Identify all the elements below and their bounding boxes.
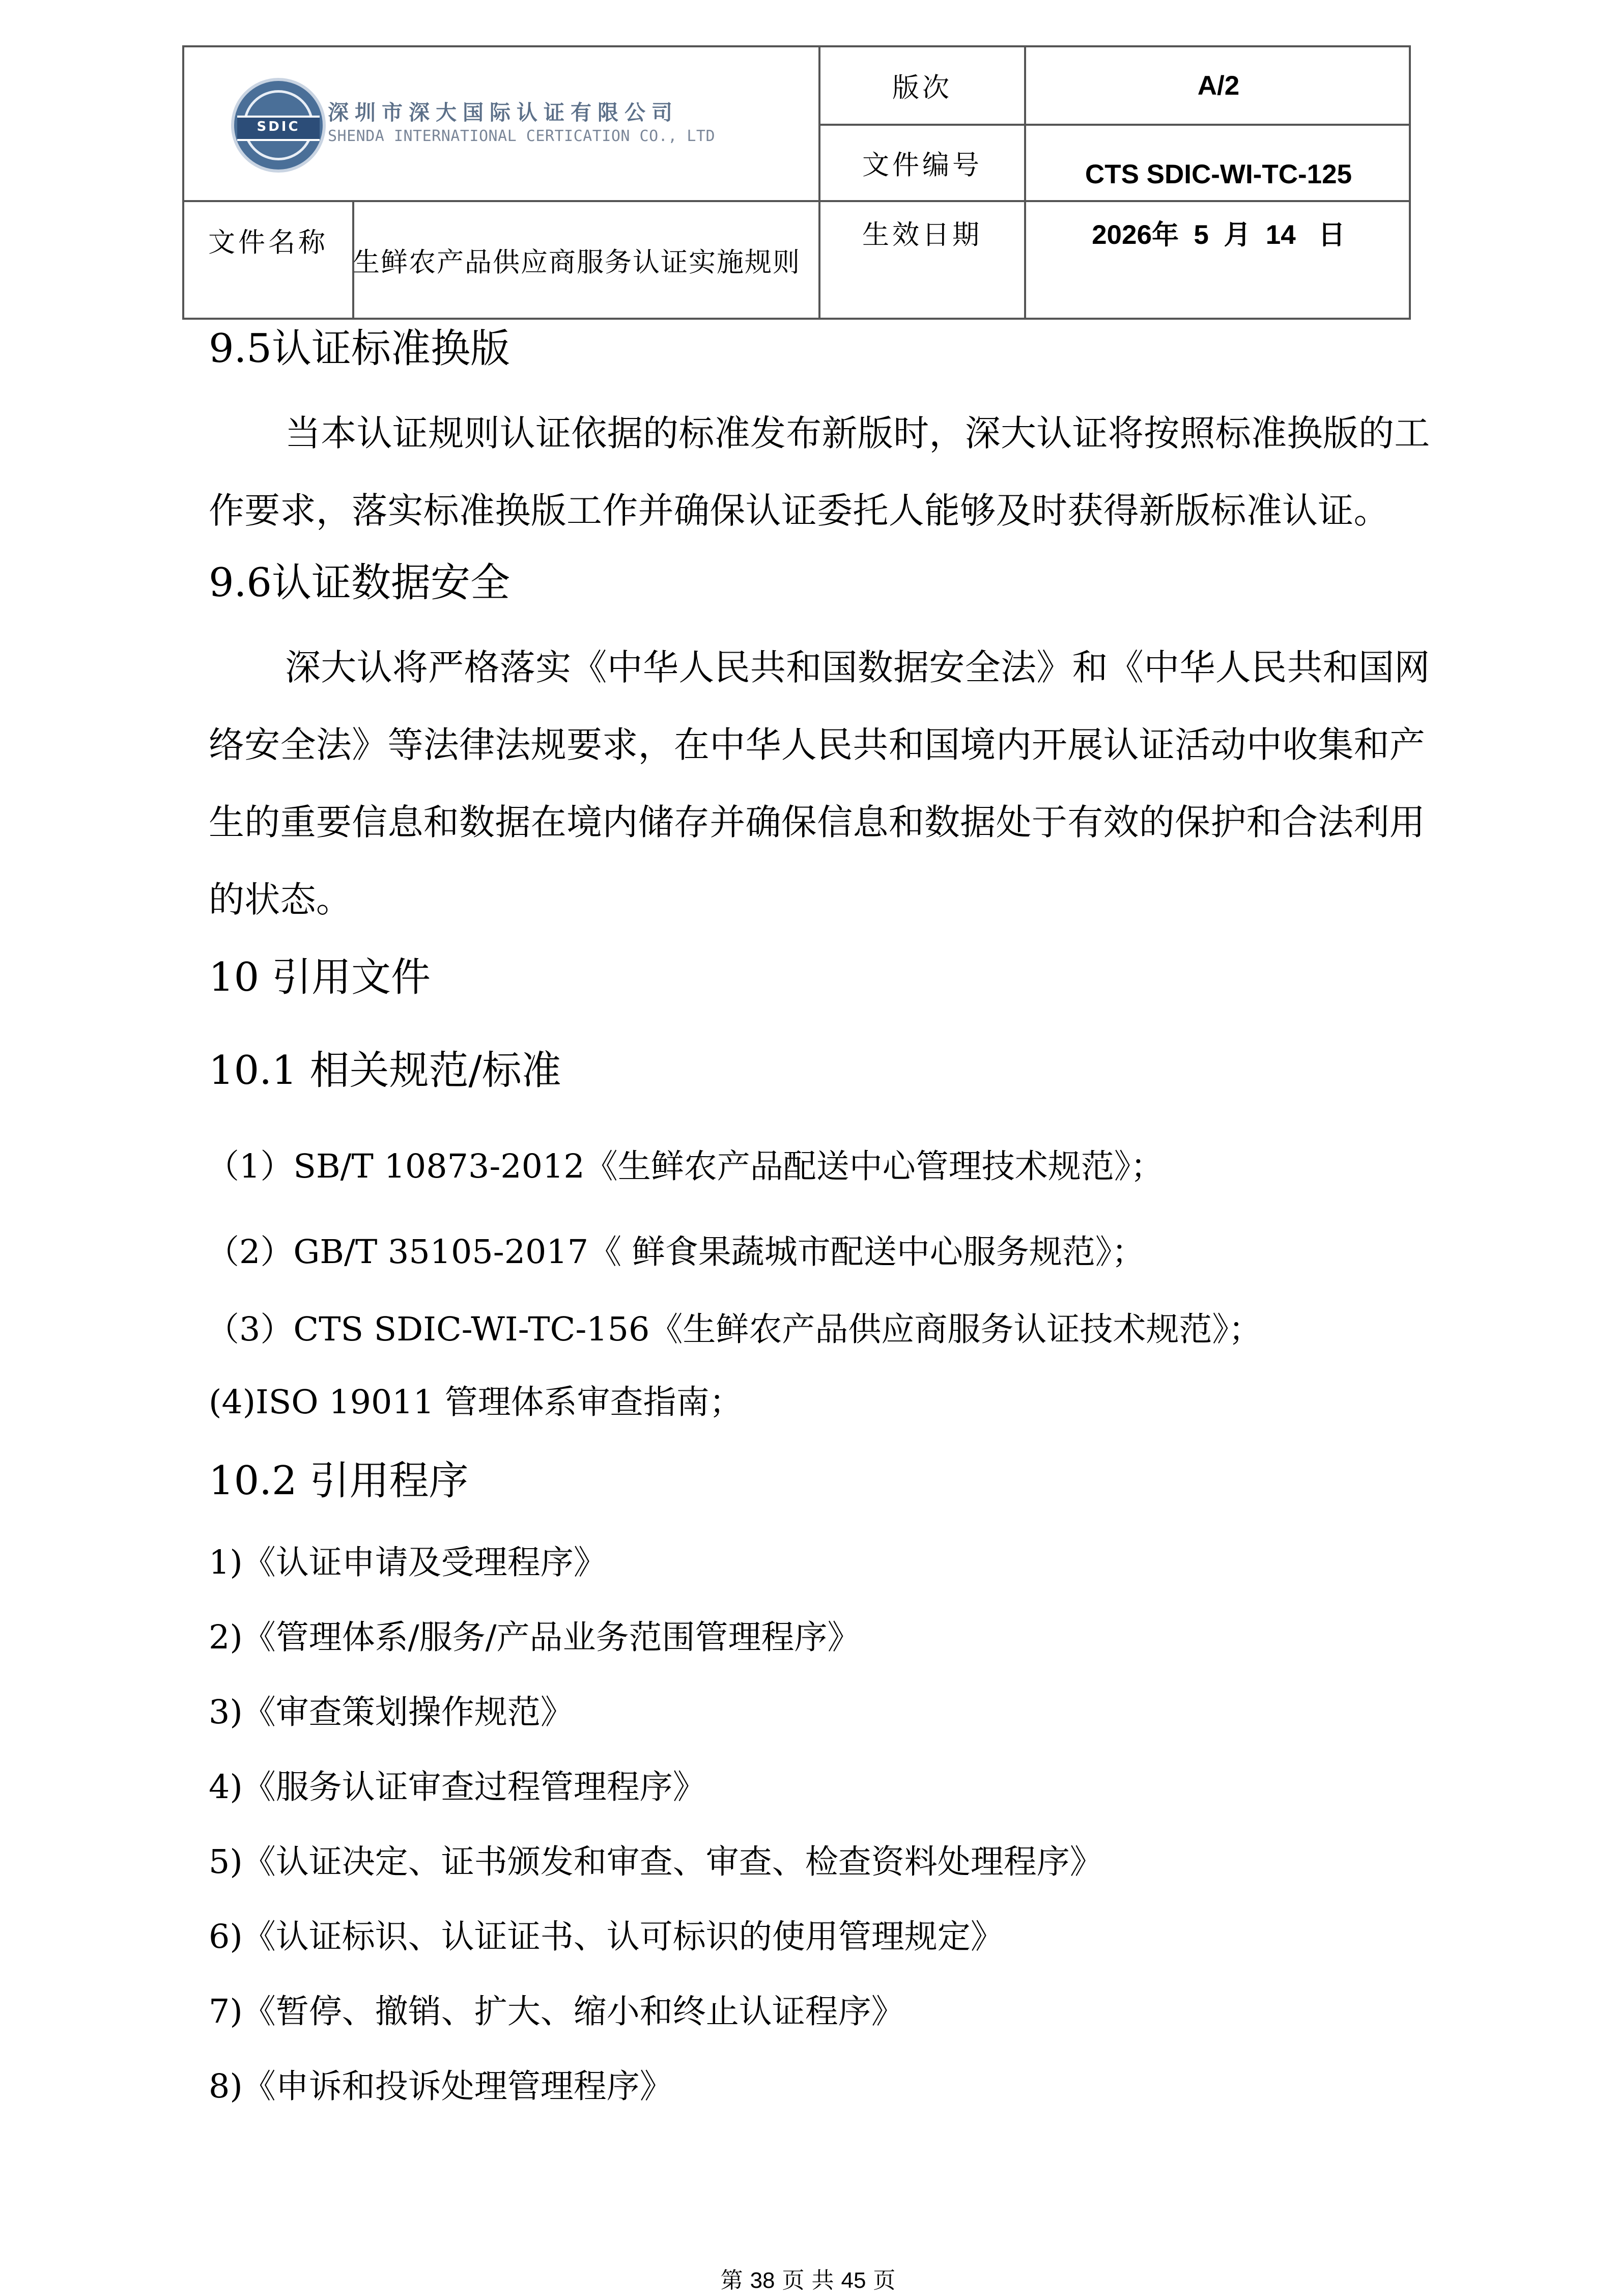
company-logo [184, 47, 820, 200]
section-10-1-title: 10.1 相关规范/标准 [209, 1048, 561, 1094]
list-item: （2）GB/T 35105-2017《 鲜食果蔬城市配送中心服务规范》； [206, 1233, 1145, 1271]
section-9-6-title: 9.6认证数据安全 [209, 560, 511, 606]
list-item: （3）CTS SDIC-WI-TC-156《生鲜农产品供应商服务认证技术规范》； [206, 1310, 1262, 1349]
version-value: A/2 [1197, 70, 1240, 101]
list-item: （1）SB/T 10873-2012《生鲜农产品配送中心管理技术规范》； [206, 1147, 1164, 1186]
total-pages: 45 [841, 2268, 866, 2293]
section-9-6-text: 深大认将严格落实《中华人民共和国数据安全法》和《中华人民共和国网络安全法》等法律法规要求，在中华人民共和国境内开展认证活动中收集和产生的重要信息和数据在境内储存并确保信息和数据处于有效的保护和合法利用的状态。 [209, 647, 1430, 920]
list-item: 4)《服务认证审查过程管理程序》 [209, 1768, 706, 1806]
list-item: 1)《认证申请及受理程序》 [209, 1544, 607, 1582]
list-item: 5)《认证决定、证书颁发和审查、审查、检查资料处理程序》 [209, 1843, 1103, 1881]
doc-number-label: 文件编号 [862, 150, 982, 181]
section-9-5-text: 当本认证规则认证依据的标准发布新版时，深大认证将按照标准换版的工作要求，落实标准换版工作并确保认证委托人能够及时获得新版标准认证。 [209, 412, 1430, 531]
current-page: 38 [750, 2268, 775, 2293]
doc-number-value: CTS SDIC-WI-TC-125 [1085, 159, 1352, 189]
section-10-title: 10 引用文件 [209, 955, 431, 1000]
list-item: (4)ISO 19011 管理体系审查指南； [209, 1383, 743, 1421]
company-seal-icon: SDIC [231, 78, 326, 173]
document-header-table [182, 45, 1411, 320]
list-item: 2)《管理体系/服务/产品业务范围管理程序》 [209, 1618, 861, 1657]
version-label: 版次 [892, 72, 952, 103]
page-number-footer: 第 38 页 共 45 页 [720, 2267, 896, 2293]
company-name-cn: 深圳市深大国际认证有限公司 [328, 100, 678, 125]
list-item: 3)《审查策划操作规范》 [209, 1693, 574, 1731]
company-name-en: SHENDA INTERNATIONAL CERTICATION CO., LTD [328, 127, 716, 145]
list-item: 6)《认证标识、认证证书、认可标识的使用管理规定》 [209, 1918, 1004, 1956]
doc-name-value: 生鲜农产品供应商服务认证实施规则 [353, 247, 801, 278]
effective-date-value: 2026年 5 月 14 日 [1092, 220, 1345, 250]
list-item: 7)《暂停、撤销、扩大、缩小和终止认证程序》 [209, 1993, 904, 2031]
list-item: 8)《申诉和投诉处理管理程序》 [209, 2067, 673, 2106]
effective-date-label: 生效日期 [862, 219, 982, 250]
doc-name-label: 文件名称 [208, 227, 328, 258]
section-9-5-title: 9.5认证标准换版 [209, 326, 511, 372]
section-10-2-title: 10.2 引用程序 [209, 1458, 469, 1504]
